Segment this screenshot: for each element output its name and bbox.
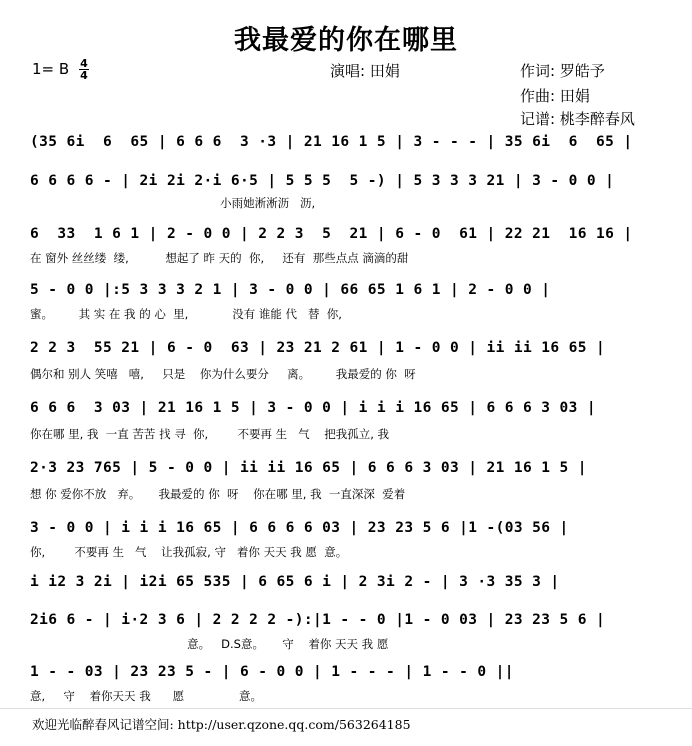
time-signature <box>79 58 89 81</box>
score-row-1-notes: (35 6i 6 65 | 6 6 6 3 ·3 | 21 16 1 5 | 3 - - - | 35 6i 6 65 | <box>30 134 633 150</box>
footer-divider <box>0 708 692 709</box>
transcriber-credit: 记谱: 桃李醉春风 <box>520 110 635 128</box>
footer-credit: 欢迎光临醉春风记谱空间: http://user.qzone.qq.com/563264185 <box>32 717 411 732</box>
lyricist-credit: 作词: 罗皓予 <box>520 62 605 80</box>
song-title: 我最爱的你在哪里 <box>234 25 458 56</box>
score-row-5-lyrics: 偶尔和 别人 笑嘻 嘻, 只是 你为什么要分 离。 我最爱的 你 呀 <box>30 367 416 381</box>
time-numerator: 4 <box>80 57 88 70</box>
score-row-10-notes: 2i6 6 - | i·2 3 6 | 2 2 2 2 -):|1 - - 0 |1 - 0 03 | 23 23 5 6 | <box>30 612 606 628</box>
score-row-7-notes: 2·3 23 765 | 5 - 0 0 | ii ii 16 65 | 6 6 6 3 03 | 21 16 1 5 | <box>30 460 587 476</box>
score-row-3-notes: 6 33 1 6 1 | 2 - 0 0 | 2 2 3 5 21 | 6 - 0 61 | 22 21 16 16 | <box>30 226 633 242</box>
score-row-2-notes: 6 6 6 6 - | 2i 2i 2·i 6·5 | 5 5 5 5 -) | 5 3 3 3 21 | 3 - 0 0 | <box>30 173 615 189</box>
score-row-7-lyrics: 想 你 爱你不放 弃。 我最爱的 你 呀 你在哪 里, 我 一直深深 爱着 <box>30 487 406 501</box>
composer-credit: 作曲: 田娟 <box>520 87 590 105</box>
score-row-6-notes: 6 6 6 3 03 | 21 16 1 5 | 3 - 0 0 | i i i 16 65 | 6 6 6 3 03 | <box>30 400 597 416</box>
score-row-4-lyrics: 蜜。 其 实 在 我 的 心 里, 没有 谁能 代 替 你, <box>30 307 342 321</box>
score-row-8-lyrics: 你, 不要再 生 气 让我孤寂, 守 着你 天天 我 愿 意。 <box>30 545 348 559</box>
score-row-11-lyrics: 意, 守 着你天天 我 愿 意。 <box>30 689 262 703</box>
singer-credit: 演唱: 田娟 <box>330 62 400 80</box>
score-row-10-lyrics: 意。 D.S意。 守 着你 天天 我 愿 <box>30 637 389 651</box>
score-row-9-notes: i i2 3 2i | i2i 65 535 | 6 65 6 i | 2 3i 2 - | 3 ·3 35 3 | <box>30 574 560 590</box>
score-row-3-lyrics: 在 窗外 丝丝缕 缕, 想起了 昨 天的 你, 还有 那些点点 滴滴的甜 <box>30 251 409 265</box>
score-row-2-lyrics: 小雨她淅淅沥 沥, <box>30 196 316 210</box>
time-denominator: 4 <box>80 69 88 82</box>
score-row-6-lyrics: 你在哪 里, 我 一直 苦苦 找 寻 你, 不要再 生 气 把我孤立, 我 <box>30 427 390 441</box>
score-row-11-notes: 1 - - 03 | 23 23 5 - | 6 - 0 0 | 1 - - - | 1 - - 0 || <box>30 664 514 680</box>
score-row-5-notes: 2 2 3 55 21 | 6 - 0 63 | 23 21 2 61 | 1 - 0 0 | ii ii 16 65 | <box>30 340 606 356</box>
score-row-8-notes: 3 - 0 0 | i i i 16 65 | 6 6 6 6 03 | 23 23 5 6 |1 -(03 56 | <box>30 520 569 536</box>
score-row-4-notes: 5 - 0 0 |:5 3 3 3 2 1 | 3 - 0 0 | 66 65 1 6 1 | 2 - 0 0 | <box>30 282 551 298</box>
key-signature: 1= B <box>32 60 70 78</box>
